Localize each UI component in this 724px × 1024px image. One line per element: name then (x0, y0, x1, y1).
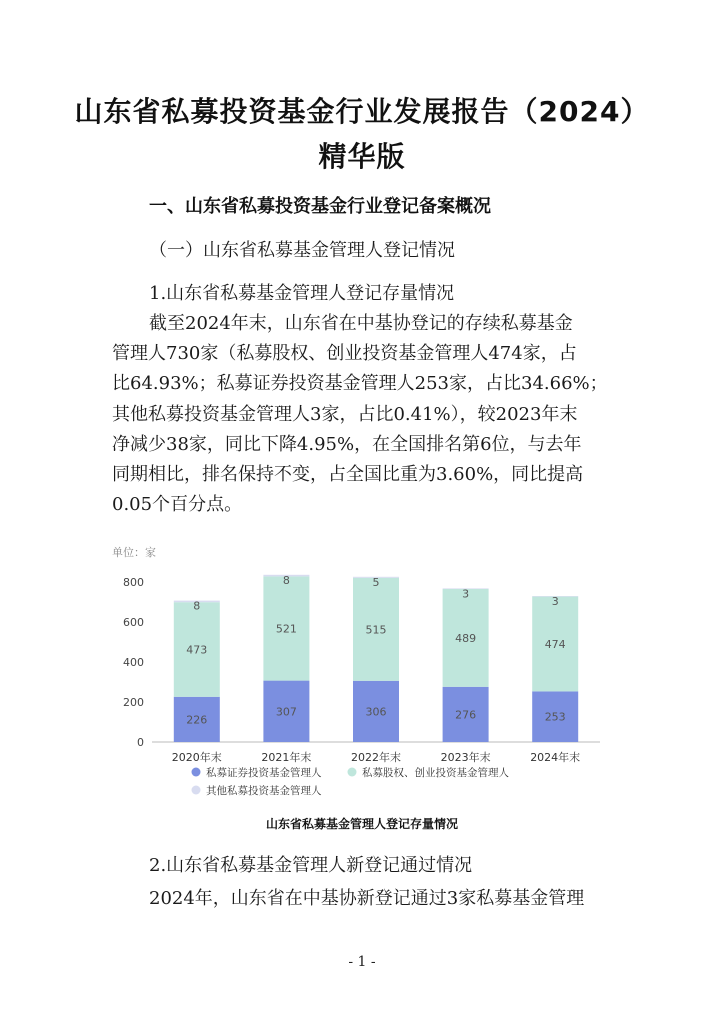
x-tick-label: 2022年末 (351, 751, 401, 764)
section-heading: 一、山东省私募投资基金行业登记备案概况 (149, 196, 491, 217)
x-tick-label: 2024年末 (530, 751, 581, 764)
item-heading: 2.山东省私募基金管理人新登记通过情况 (149, 855, 473, 876)
chart-unit-label: 单位：家 (112, 546, 156, 559)
data-label: 306 (365, 705, 387, 719)
x-tick-label: 2020年末 (171, 751, 222, 764)
page-number: - 1 - (348, 954, 376, 970)
data-label: 5 (372, 575, 380, 589)
data-label: 473 (186, 643, 208, 657)
data-label: 3 (462, 587, 470, 601)
subsection-heading: （一）山东省私募基金管理人登记情况 (149, 240, 455, 261)
legend-marker (348, 768, 357, 777)
legend-marker (192, 768, 201, 777)
paragraph-line: 比64.93%；私募证券投资基金管理人253家，占比34.66%； (112, 373, 608, 395)
paragraph-line: 同期相比，排名保持不变，占全国比重为3.60%，同比提高 (112, 464, 584, 486)
data-label: 276 (455, 708, 477, 722)
y-tick-label: 400 (123, 656, 144, 669)
legend-marker (192, 786, 201, 795)
document-subtitle: 精华版 (318, 140, 406, 173)
legend-label: 其他私募投资基金管理人 (206, 785, 322, 797)
stacked-bar-chart (112, 542, 612, 804)
paragraph-line: 管理人730家（私募股权、创业投资基金管理人474家，占 (112, 343, 577, 365)
paragraph-line: 0.05个百分点。 (112, 494, 243, 516)
data-label: 515 (365, 623, 387, 637)
x-tick-label: 2023年末 (440, 751, 491, 764)
paragraph-line: 净减少38家，同比下降4.95%，在全国排名第6位，与去年 (112, 433, 582, 455)
y-tick-label: 600 (123, 616, 144, 629)
data-label: 307 (275, 705, 297, 719)
legend-label: 私募股权、创业投资基金管理人 (362, 767, 509, 779)
chart-caption: 山东省私募基金管理人登记存量情况 (265, 817, 458, 831)
data-label: 226 (186, 713, 208, 727)
data-label: 489 (455, 631, 477, 645)
y-tick-label: 0 (137, 736, 144, 749)
paragraph-line: 其他私募投资基金管理人3家，占比0.41%），较2023年末 (112, 403, 578, 425)
x-tick-label: 2021年末 (261, 751, 312, 764)
y-tick-label: 800 (123, 576, 144, 589)
data-label: 8 (193, 599, 201, 613)
legend-label: 私募证券投资基金管理人 (206, 767, 322, 779)
data-label: 3 (551, 595, 559, 608)
paragraph-line: 2024年，山东省在中基协新登记通过3家私募基金管理 (149, 888, 585, 909)
item-heading: 1.山东省私募基金管理人登记存量情况 (149, 283, 455, 304)
paragraph (112, 309, 618, 520)
y-tick-label: 200 (123, 696, 144, 709)
paragraph-line: 截至2024年末，山东省在中基协登记的存续私募基金 (149, 313, 573, 334)
chart-svg (112, 542, 612, 804)
document-title: 山东省私募投资基金行业发展报告（2024） (74, 95, 650, 128)
data-label: 474 (544, 638, 566, 651)
data-label: 8 (282, 573, 290, 587)
data-label: 521 (275, 622, 297, 636)
data-label: 253 (544, 710, 566, 724)
